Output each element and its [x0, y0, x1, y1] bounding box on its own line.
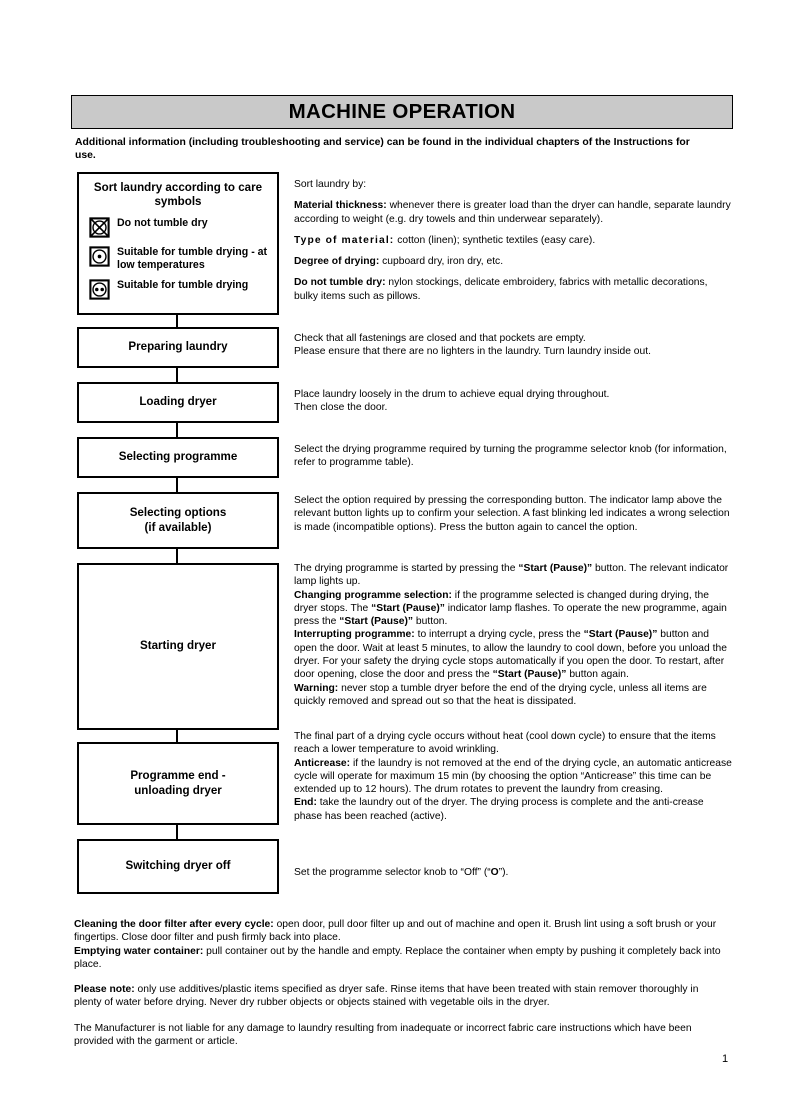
loading-dryer-description — [294, 388, 734, 415]
start-pause-button-name: “Start (Pause)” — [339, 616, 414, 628]
anticrease-body: if the laundry is not removed at the end of the drying cycle, an automatic anticrease cycle will operate for maximum 15 min (by choosing the option “Anticrease” this time can be extended up to 12 hours). The drum rotates to prevent the laundry from creasing. — [294, 757, 732, 796]
text-fragment: ”). — [498, 867, 509, 878]
text-fragment: button and open the door. Wait at least 5 minutes, to allow the laundry to cool down, before you unload the dryer. For your safety the drying cycle stops automatically if you open the door. To restart, after door opening, close the door and press the — [294, 629, 727, 681]
do-not-tumble-dry-symbol — [89, 217, 110, 238]
starting-dryer-intro — [294, 562, 734, 589]
selecting-options-description — [294, 494, 734, 534]
text-fragment: if the programme selected is changed during drying, the dryer stops. The — [294, 589, 709, 614]
changing-programme-label: Changing programme selection: — [294, 589, 452, 601]
flow-arrow — [176, 478, 178, 493]
interrupting-programme-paragraph — [294, 628, 734, 681]
flow-arrow — [176, 368, 178, 383]
text-fragment: The drying programme is started by pressing the — [294, 563, 519, 574]
flow-box-preparing-laundry — [77, 327, 279, 368]
flow-box-label: Starting dryer — [139, 639, 217, 653]
flow-box-selecting-programme — [77, 437, 279, 478]
type-of-material-paragraph — [294, 234, 734, 247]
flow-box-label-line1: Programme end - — [130, 769, 226, 783]
text-fragment: indicator lamp flashes. To operate the new programme, again press the — [294, 602, 727, 628]
cleaning-filter-paragraph — [74, 918, 726, 945]
selecting-programme-body: Select the drying programme required by turning the programme selector knob (for information, refer to programme table). — [294, 444, 727, 469]
preparing-laundry-description — [294, 332, 734, 359]
page-title: MACHINE OPERATION — [288, 100, 516, 123]
care-symbol-label: Do not tumble dry — [117, 217, 208, 230]
type-of-material-label: Type of material: — [294, 234, 395, 246]
please-note-paragraph — [74, 983, 726, 1010]
preparing-line-1: Check that all fastenings are closed and that pockets are empty. — [294, 333, 586, 344]
end-body: take the laundry out of the dryer. The drying process is complete and the anti-crease phase has been reached (active). — [294, 797, 704, 822]
flow-arrow — [176, 423, 178, 438]
flow-box-sort-laundry — [77, 172, 279, 315]
selecting-programme-description — [294, 443, 734, 470]
flow-box-loading-dryer — [77, 382, 279, 423]
selecting-options-body: Select the option required by pressing the corresponding button. The indicator lamp above the relevant button lights up to confirm your selection. A fast blinking led indicates a wrong selection is made (incompatible options). Press the button again to cancel the option. — [294, 495, 730, 533]
emptying-container-body: pull container out by the handle and empty. Replace the container when empty by pushing it completely back into place. — [74, 945, 721, 970]
do-not-tumble-dry-body: nylon stockings, delicate embroidery, fabrics with metallic decorations, bulky items such as pillows. — [294, 277, 708, 302]
interrupting-programme-label: Interrupting programme: — [294, 629, 415, 641]
flow-box-selecting-options — [77, 492, 279, 549]
text-fragment: to interrupt a drying cycle, press the — [414, 629, 584, 641]
please-note-label: Please note: — [74, 984, 135, 996]
text-fragment: button. The relevant indicator lamp lights up. — [294, 563, 729, 588]
sort-intro: Sort laundry by: — [294, 179, 367, 190]
flow-box-label-line2: (if available) — [144, 520, 212, 534]
text-fragment: button. — [413, 616, 448, 628]
material-thickness-body: whenever there is greater load than the dryer can handle, separate laundry according to weight (e.g. dry towels and thin underwear separately). — [294, 200, 731, 225]
sort-laundry-description — [294, 178, 734, 303]
emptying-container-paragraph — [74, 945, 726, 972]
preparing-line-2: Please ensure that there are no lighters in the laundry. Turn laundry inside out. — [294, 346, 651, 358]
care-symbol-row — [89, 245, 277, 271]
flow-box-starting-dryer — [77, 563, 279, 730]
anticrease-paragraph — [294, 757, 734, 797]
flow-arrow — [176, 825, 178, 840]
flow-box-label-line2: unloading dryer — [134, 783, 222, 797]
loading-line-2: Then close the door. — [294, 402, 388, 414]
tumble-dry-low-temperature-symbol — [89, 246, 110, 267]
type-of-material-body: cotton (linen); synthetic textiles (easy care). — [394, 234, 596, 246]
cool-down-paragraph: The final part of a drying cycle occurs without heat (cool down cycle) to ensure that the items reach a lower temperature to avoid wrinkling. — [294, 731, 716, 756]
warning-body: never stop a tumble dryer before the end of the drying cycle, unless all items are quickly removed and spread out so that the heat is dissipated. — [294, 682, 707, 707]
flow-box-label: Preparing laundry — [128, 340, 228, 354]
starting-dryer-description — [294, 562, 734, 708]
off-knob-symbol: O — [490, 867, 499, 878]
degree-of-drying-body: cupboard dry, iron dry, etc. — [379, 256, 504, 268]
cleaning-filter-label: Cleaning the door filter after every cycle: — [74, 919, 274, 930]
end-label: End: — [294, 797, 317, 809]
care-symbol-row — [89, 278, 277, 300]
tumble-dry-symbol — [89, 279, 110, 300]
flow-box-label: Loading dryer — [139, 395, 217, 409]
warning-paragraph — [294, 682, 734, 709]
care-symbol-label: Suitable for tumble drying — [117, 279, 249, 292]
start-pause-button-name: “Start (Pause)” — [518, 563, 593, 574]
flow-box-label-line1: Selecting options — [129, 506, 227, 520]
text-fragment: button again. — [566, 669, 629, 681]
flow-box-label: Selecting programme — [118, 450, 238, 464]
start-pause-button-name: “Start (Pause)” — [583, 629, 658, 641]
cleaning-filter-body: open door, pull door filter up and out of machine and open it. Brush lint using a soft brush or your fingertips. Close door filter and push firmly back into place. — [74, 919, 717, 944]
intro-paragraph: Additional information (including troubleshooting and service) can be found in the individual chapters of the Instructions for use. — [75, 137, 690, 162]
care-symbol-list — [79, 216, 277, 308]
page-title-bar — [71, 95, 733, 129]
manufacturer-liability-note: The Manufacturer is not liable for any damage to laundry resulting from inadequate or incorrect fabric care instructions which have been provided with the garment or article. — [74, 1022, 692, 1047]
page-number: 1 — [722, 1053, 729, 1065]
flow-arrow — [176, 549, 178, 564]
care-symbol-label: Suitable for tumble drying - at low temperatures — [117, 246, 268, 271]
switching-off-description — [294, 866, 734, 879]
text-fragment: Set the programme selector knob to “Off” (“ — [294, 867, 491, 878]
flow-box-label: Switching dryer off — [125, 859, 231, 873]
material-thickness-label: Material thickness: — [294, 200, 387, 212]
end-paragraph — [294, 796, 734, 823]
warning-label: Warning: — [294, 682, 339, 694]
programme-end-description — [294, 730, 734, 823]
emptying-container-label: Emptying water container: — [74, 945, 204, 957]
switching-off-paragraph — [294, 866, 734, 879]
do-not-tumble-dry-label: Do not tumble dry: — [294, 277, 386, 289]
degree-of-drying-label: Degree of drying: — [294, 256, 380, 268]
degree-of-drying-paragraph — [294, 255, 734, 268]
loading-line-1: Place laundry loosely in the drum to achieve equal drying throughout. — [294, 389, 610, 400]
start-pause-button-name: “Start (Pause)” — [492, 669, 567, 681]
care-box-heading: Sort laundry according to care symbols — [93, 181, 263, 209]
anticrease-label: Anticrease: — [294, 757, 351, 769]
do-not-tumble-dry-paragraph — [294, 276, 734, 303]
flow-box-programme-end — [77, 742, 279, 825]
please-note-body: only use additives/plastic items specified as dryer safe. Rinse items that have been treated with stain remover thoroughly in plenty of water before drying. Never dry rubber objects or objects stained with vegetable oils in the dryer. — [74, 984, 699, 1009]
material-thickness-paragraph — [294, 199, 734, 226]
start-pause-button-name: “Start (Pause)” — [371, 602, 445, 614]
changing-programme-paragraph — [294, 589, 734, 629]
care-symbol-row — [89, 216, 277, 238]
flow-box-switching-dryer-off — [77, 839, 279, 894]
maintenance-notes — [74, 918, 726, 1048]
